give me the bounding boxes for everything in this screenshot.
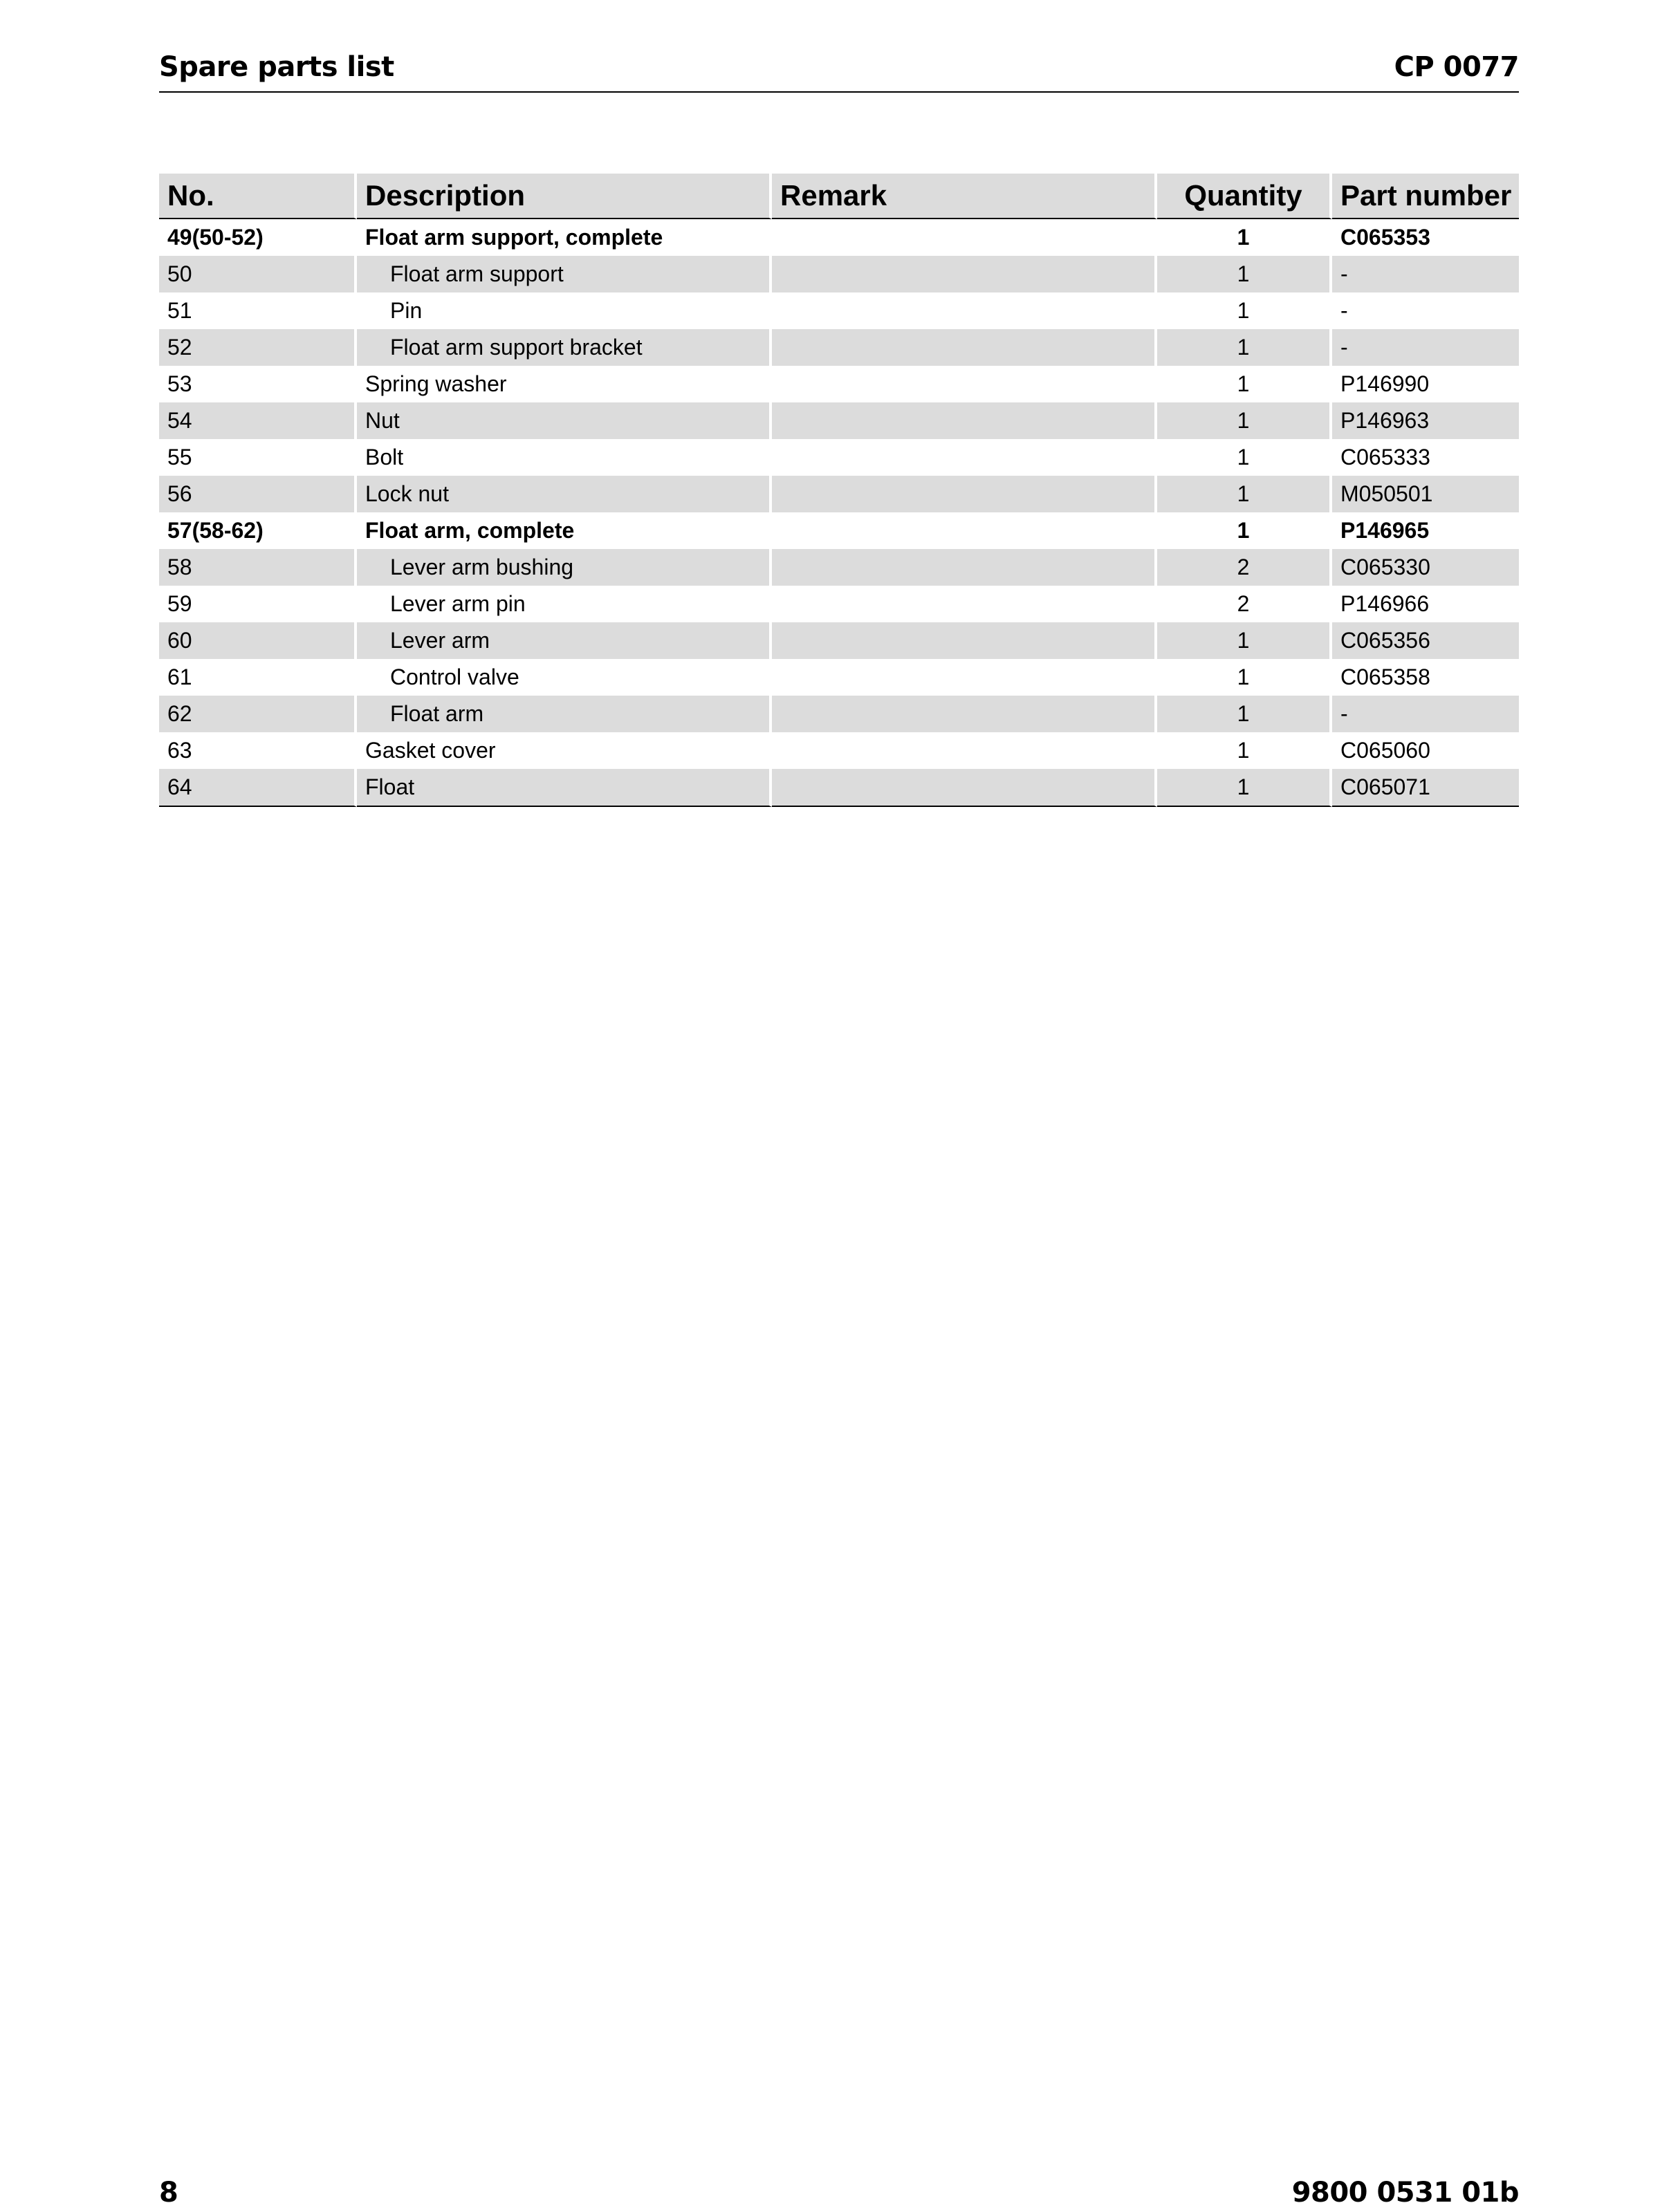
cell-description: Float arm support [357, 256, 772, 292]
cell-description: Spring washer [357, 366, 772, 402]
cell-no: 49(50-52) [159, 219, 357, 256]
cell-remark [772, 292, 1157, 329]
cell-quantity: 1 [1157, 219, 1332, 256]
cell-part-number: P146990 [1340, 371, 1430, 396]
cell-quantity: 1 [1157, 769, 1332, 807]
spare-parts-table [159, 174, 1519, 807]
cell-no: 59 [159, 586, 357, 622]
table-row [159, 329, 1519, 366]
column-header-remark: Remark [772, 174, 1157, 219]
cell-quantity: 1 [1157, 696, 1332, 732]
cell-description: Float arm [357, 696, 772, 732]
cell-no: 57(58-62) [159, 512, 357, 549]
table-row [159, 256, 1519, 292]
cell-part-number: C065060 [1340, 738, 1430, 763]
table-row [159, 219, 1519, 256]
page-title: Spare parts list [159, 51, 394, 83]
table-row [159, 366, 1519, 402]
cell-quantity: 1 [1157, 622, 1332, 659]
table-row [159, 769, 1519, 807]
cell-quantity: 1 [1157, 402, 1332, 439]
cell-no: 62 [159, 696, 357, 732]
table-row [159, 696, 1519, 732]
cell-quantity: 2 [1157, 549, 1332, 586]
cell-quantity: 1 [1157, 732, 1332, 769]
cell-remark [772, 659, 1157, 696]
cell-remark [772, 439, 1157, 476]
table-row [159, 549, 1519, 586]
table-row [159, 732, 1519, 769]
cell-part-number: P146966 [1340, 591, 1430, 616]
cell-description: Lever arm [357, 622, 772, 659]
cell-remark [772, 696, 1157, 732]
cell-description: Gasket cover [357, 732, 772, 769]
cell-description: Float arm support, complete [357, 219, 772, 256]
cell-no: 64 [159, 769, 357, 807]
cell-part-number: C065356 [1332, 622, 1519, 659]
cell-no: 52 [159, 329, 357, 366]
cell-quantity: 1 [1157, 439, 1332, 476]
cell-remark [772, 512, 1157, 549]
cell-remark [772, 586, 1157, 622]
cell-remark [772, 549, 1157, 586]
cell-no: 53 [159, 366, 357, 402]
table-row [159, 586, 1519, 622]
column-header-part-number: Part number [1332, 174, 1519, 219]
cell-part-number: C065358 [1340, 664, 1430, 689]
column-header-quantity: Quantity [1157, 174, 1332, 219]
table-row [159, 512, 1519, 549]
cell-remark [772, 366, 1157, 402]
column-header-no: No. [159, 174, 357, 219]
page-header [159, 48, 1519, 93]
cell-part-number: C065353 [1340, 225, 1430, 250]
cell-quantity: 1 [1157, 512, 1332, 549]
cell-quantity: 1 [1157, 366, 1332, 402]
cell-remark [772, 329, 1157, 366]
cell-no: 58 [159, 549, 357, 586]
cell-description: Lever arm bushing [357, 549, 772, 586]
table-row [159, 476, 1519, 512]
cell-part-number: P146965 [1340, 518, 1430, 543]
table-row [159, 292, 1519, 329]
cell-quantity: 2 [1157, 586, 1332, 622]
cell-no: 51 [159, 292, 357, 329]
cell-remark [772, 402, 1157, 439]
cell-description: Control valve [357, 659, 772, 696]
cell-no: 56 [159, 476, 357, 512]
cell-no: 60 [159, 622, 357, 659]
cell-remark [772, 769, 1157, 807]
cell-part-number: - [1340, 298, 1348, 323]
cell-description: Bolt [357, 439, 772, 476]
table-row [159, 622, 1519, 659]
cell-part-number: - [1332, 256, 1519, 292]
table-row [159, 439, 1519, 476]
cell-no: 54 [159, 402, 357, 439]
cell-description: Float [357, 769, 772, 807]
cell-remark [772, 219, 1157, 256]
cell-part-number: C065330 [1332, 549, 1519, 586]
cell-description: Nut [357, 402, 772, 439]
document-code: 9800 0531 01b [1291, 2177, 1519, 2209]
cell-no: 50 [159, 256, 357, 292]
cell-part-number: - [1332, 696, 1519, 732]
cell-quantity: 1 [1157, 476, 1332, 512]
cell-quantity: 1 [1157, 256, 1332, 292]
cell-description: Pin [357, 292, 772, 329]
cell-no: 55 [159, 439, 357, 476]
cell-quantity: 1 [1157, 292, 1332, 329]
table-row [159, 659, 1519, 696]
cell-part-number: - [1332, 329, 1519, 366]
table-row [159, 402, 1519, 439]
cell-quantity: 1 [1157, 329, 1332, 366]
cell-description: Float arm, complete [357, 512, 772, 549]
cell-part-number: C065071 [1332, 769, 1519, 807]
cell-part-number: C065333 [1340, 445, 1430, 470]
cell-description: Float arm support bracket [357, 329, 772, 366]
cell-part-number: M050501 [1332, 476, 1519, 512]
cell-part-number: P146963 [1332, 402, 1519, 439]
cell-description: Lock nut [357, 476, 772, 512]
column-header-description: Description [357, 174, 772, 219]
cell-quantity: 1 [1157, 659, 1332, 696]
cell-no: 61 [159, 659, 357, 696]
cell-remark [772, 256, 1157, 292]
page-number: 8 [159, 2177, 178, 2209]
cell-no: 63 [159, 732, 357, 769]
cell-remark [772, 476, 1157, 512]
table-header-row [159, 174, 1519, 219]
cell-remark [772, 732, 1157, 769]
cell-description: Lever arm pin [357, 586, 772, 622]
cell-remark [772, 622, 1157, 659]
document-id: CP 0077 [1394, 51, 1519, 83]
